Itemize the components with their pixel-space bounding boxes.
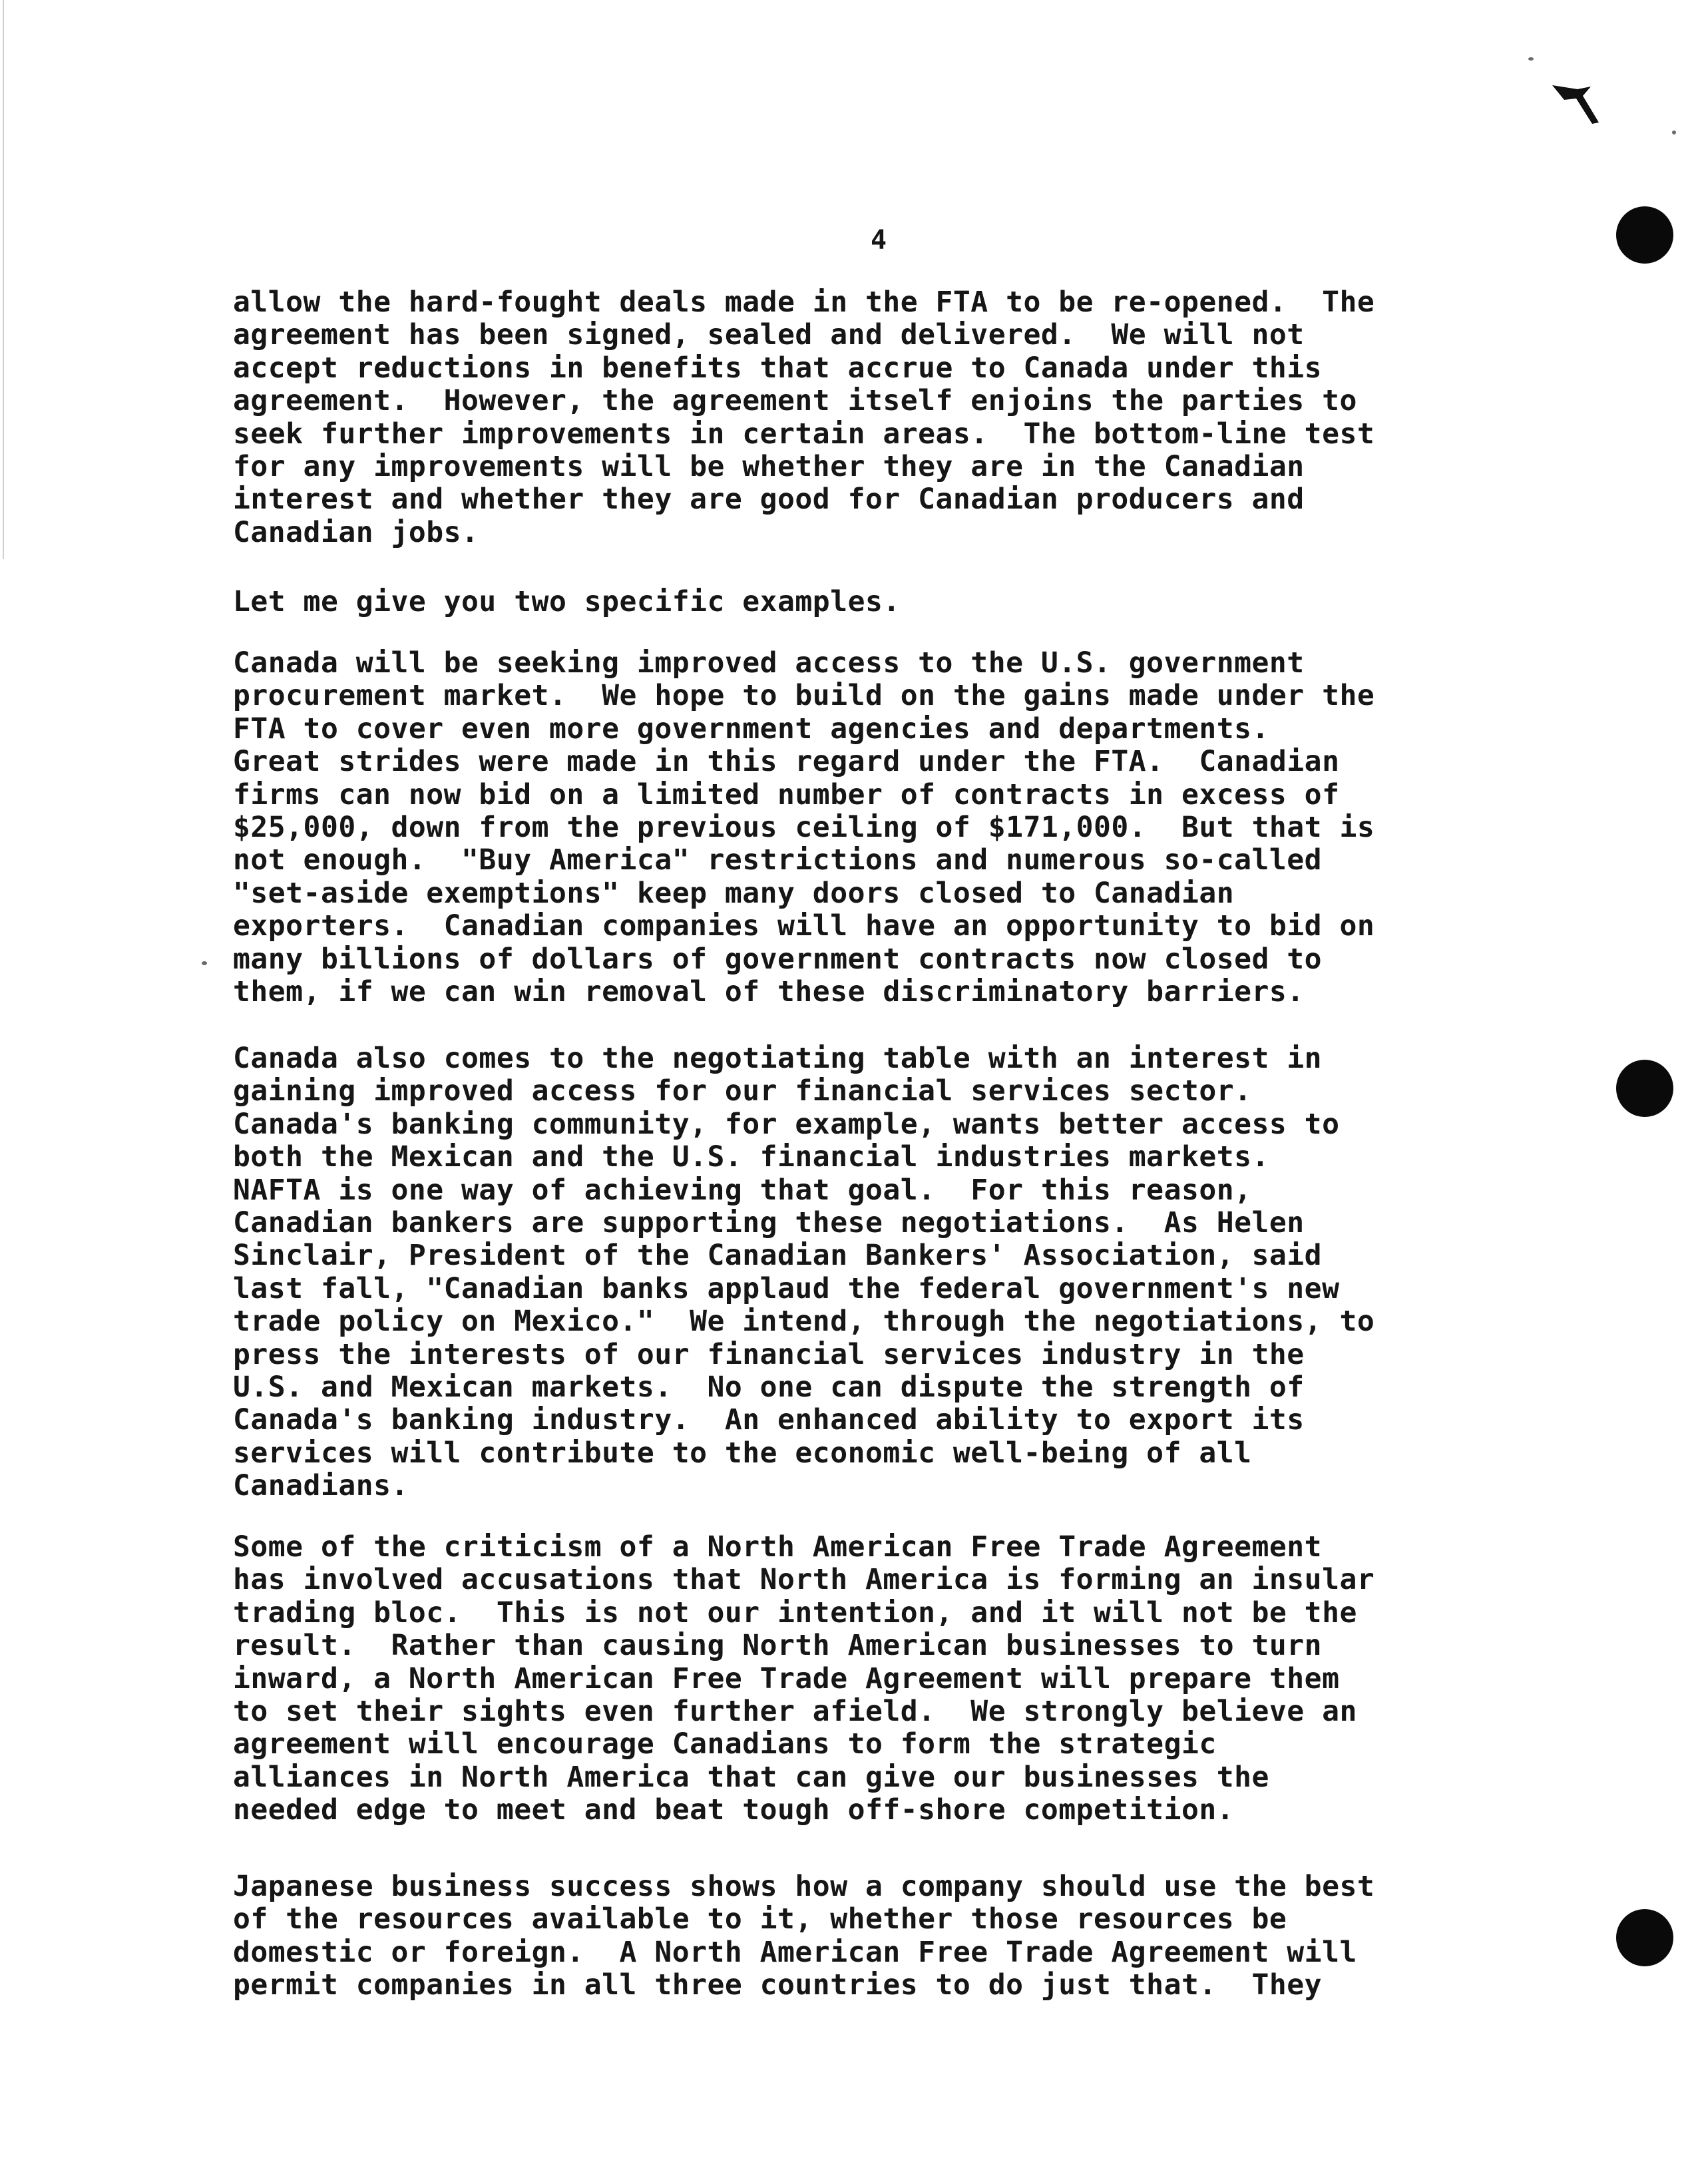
paragraph-examples-intro [233,586,901,618]
text-line: Let me give you two specific examples. [233,585,901,618]
text-line: of the resources available to it, whether those resources be [233,1902,1287,1936]
text-line: permit companies in all three countries to do just that. They [233,1968,1323,2002]
scan-speck [1672,130,1676,134]
punch-hole [1616,1060,1673,1117]
text-line: Canadian bankers are supporting these negotiations. As Helen [233,1206,1305,1240]
text-line: accept reductions in benefits that accrue to Canada under this [233,351,1323,385]
paragraph-trading-bloc-criticism [233,1531,1375,1827]
paragraph-government-procurement [233,647,1375,1008]
punch-hole [1616,1909,1673,1966]
text-line: agreement will encourage Canadians to form the strategic [233,1727,1217,1761]
text-line: U.S. and Mexican markets. No one can dispute the strength of [233,1371,1305,1405]
text-line: them, if we can win removal of these discriminatory barriers. [233,975,1305,1009]
text-line: trade policy on Mexico." We intend, through the negotiations, to [233,1305,1375,1339]
text-line: inward, a North American Free Trade Agreement will prepare them [233,1661,1340,1695]
text-line: firms can now bid on a limited number of contracts in excess of [233,777,1340,811]
text-line: Canada also comes to the negotiating table with an interest in [233,1042,1323,1075]
text-line: services will contribute to the economic well-being of all [233,1436,1252,1470]
text-line: "set-aside exemptions" keep many doors closed to Canadian [233,876,1235,910]
text-line: both the Mexican and the U.S. financial industries markets. [233,1140,1269,1174]
arrow-mark-icon [1551,80,1604,126]
text-line: Canadian jobs. [233,515,479,549]
text-line: Japanese business success shows how a company should use the best [233,1870,1375,1903]
text-line: Canada's banking community, for example, wants better access to [233,1107,1340,1141]
text-line: domestic or foreign. A North American Free Trade Agreement will [233,1935,1357,1969]
scan-edge-line [3,0,4,559]
text-line: agreement has been signed, sealed and delivered. We will not [233,318,1305,352]
text-line: needed edge to meet and beat tough off-shore competition. [233,1793,1235,1827]
text-line: seek further improvements in certain areas. The bottom-line test [233,417,1375,451]
paragraph-financial-services [233,1042,1375,1503]
text-line: has involved accusations that North America is forming an insular [233,1563,1375,1597]
text-line: Canada's banking industry. An enhanced ability to export its [233,1403,1305,1437]
page-number: 4 [871,225,887,256]
paragraph-japanese-business [233,1870,1375,2002]
text-line: not enough. "Buy America" restrictions and numerous so-called [233,843,1323,877]
paragraph-fta-reopening [233,286,1375,549]
text-line: NAFTA is one way of achieving that goal. For this reason, [233,1173,1252,1207]
text-line: Some of the criticism of a North American Free Trade Agreement [233,1530,1323,1564]
text-line: exporters. Canadian companies will have an opportunity to bid on [233,909,1375,943]
text-line: trading bloc. This is not our intention, and it will not be the [233,1596,1357,1630]
text-line: Sinclair, President of the Canadian Bankers' Association, said [233,1239,1323,1273]
text-line: procurement market. We hope to build on the gains made under the [233,679,1375,713]
scan-speck [1528,57,1534,61]
text-line: alliances in North America that can give our businesses the [233,1760,1269,1794]
text-line: agreement. However, the agreement itself enjoins the parties to [233,384,1357,418]
text-line: Great strides were made in this regard under the FTA. Canadian [233,745,1340,779]
scan-speck [202,961,207,965]
text-line: interest and whether they are good for Canadian producers and [233,483,1305,517]
text-line: press the interests of our financial services industry in the [233,1337,1305,1371]
text-line: allow the hard-fought deals made in the FTA to be re-opened. The [233,286,1375,319]
text-line: $25,000, down from the previous ceiling of $171,000. But that is [233,811,1375,845]
text-line: Canadians. [233,1469,409,1503]
punch-hole [1616,206,1673,264]
text-line: for any improvements will be whether they are in the Canadian [233,450,1305,484]
text-line: FTA to cover even more government agencies and departments. [233,712,1269,746]
text-line: many billions of dollars of government contracts now closed to [233,942,1323,976]
text-line: to set their sights even further afield. We strongly believe an [233,1695,1357,1729]
text-line: last fall, "Canadian banks applaud the federal government's new [233,1271,1340,1305]
text-line: Canada will be seeking improved access to the U.S. government [233,646,1305,680]
text-line: result. Rather than causing North American businesses to turn [233,1629,1323,1663]
text-line: gaining improved access for our financial services sector. [233,1074,1252,1108]
